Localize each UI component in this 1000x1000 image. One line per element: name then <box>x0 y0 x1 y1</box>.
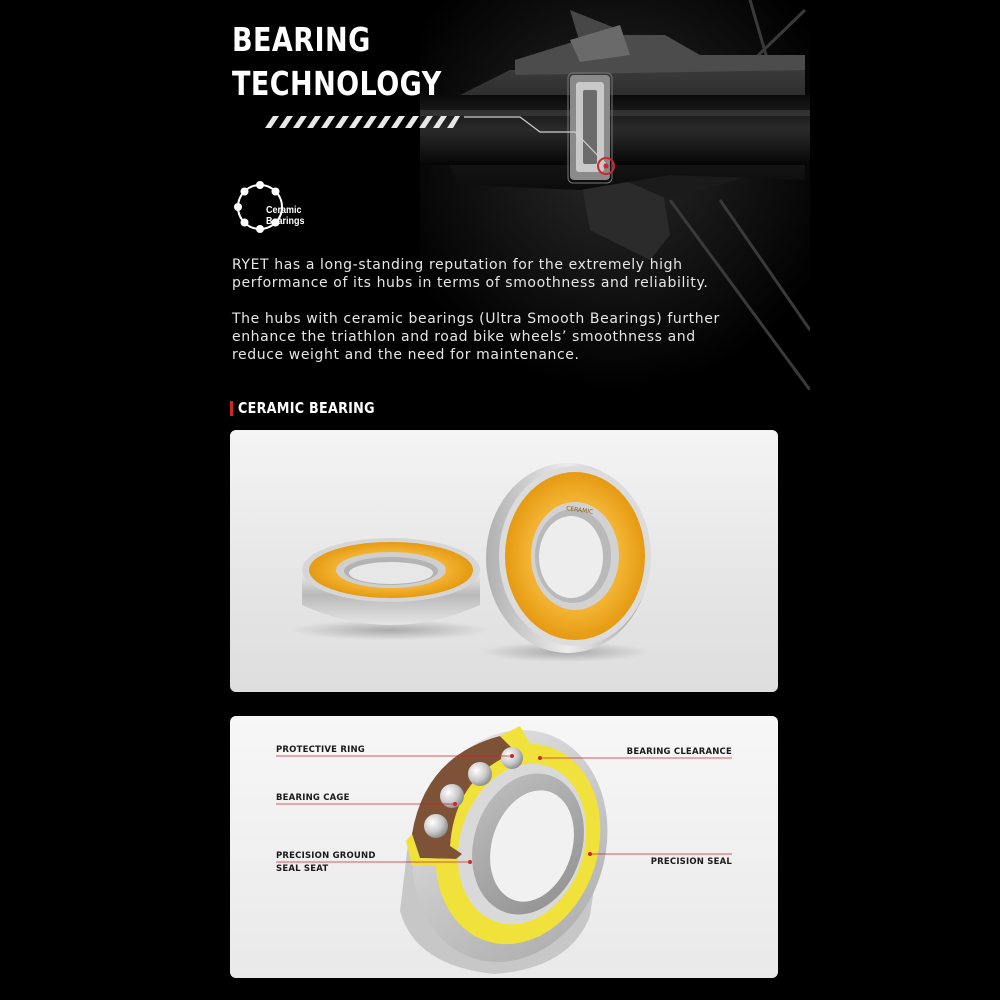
label-protective-ring: PROTECTIVE RING <box>276 745 365 755</box>
intro-paragraph: RYET has a long-standing reputation for the extremely high performance of its hubs in terms of smoothness and reliability. <box>232 257 709 291</box>
label-precision-seal: PRECISION SEAL <box>650 857 732 867</box>
badge-text-line-2: Bearings <box>266 216 305 227</box>
hero-title-line-1: BEARING <box>232 20 371 59</box>
label-precision-ground-seal-seat <box>276 850 376 876</box>
section-accent-bar <box>230 401 233 416</box>
bearing-photo-card <box>230 430 778 692</box>
label-bearing-cage: BEARING CAGE <box>276 793 350 803</box>
ceramic-paragraph: The hubs with ceramic bearings (Ultra Smooth Bearings) further enhance the triathlon and road bike wheels’ smoothness and reduce weight and the need for maintenance. <box>232 311 720 363</box>
badge-text <box>266 205 305 227</box>
label-bearing-clearance: BEARING CLEARANCE <box>626 747 732 757</box>
section-heading-label: CERAMIC BEARING <box>238 399 375 417</box>
hero-section <box>0 0 1000 390</box>
bearing-ring-text: CERAMIC <box>565 505 594 516</box>
section-heading <box>230 398 399 418</box>
label-precision-ground-line-1: PRECISION GROUND <box>276 851 376 861</box>
hero-title-line-2: TECHNOLOGY <box>232 64 442 103</box>
decorative-stripes <box>265 116 460 128</box>
badge-text-line-1: Ceramic <box>266 205 302 216</box>
hero-title <box>232 18 442 106</box>
label-precision-ground-line-2: SEAL SEAT <box>276 864 329 874</box>
ceramic-bearings-photo <box>230 430 778 692</box>
bearing-diagram-card <box>230 716 778 978</box>
